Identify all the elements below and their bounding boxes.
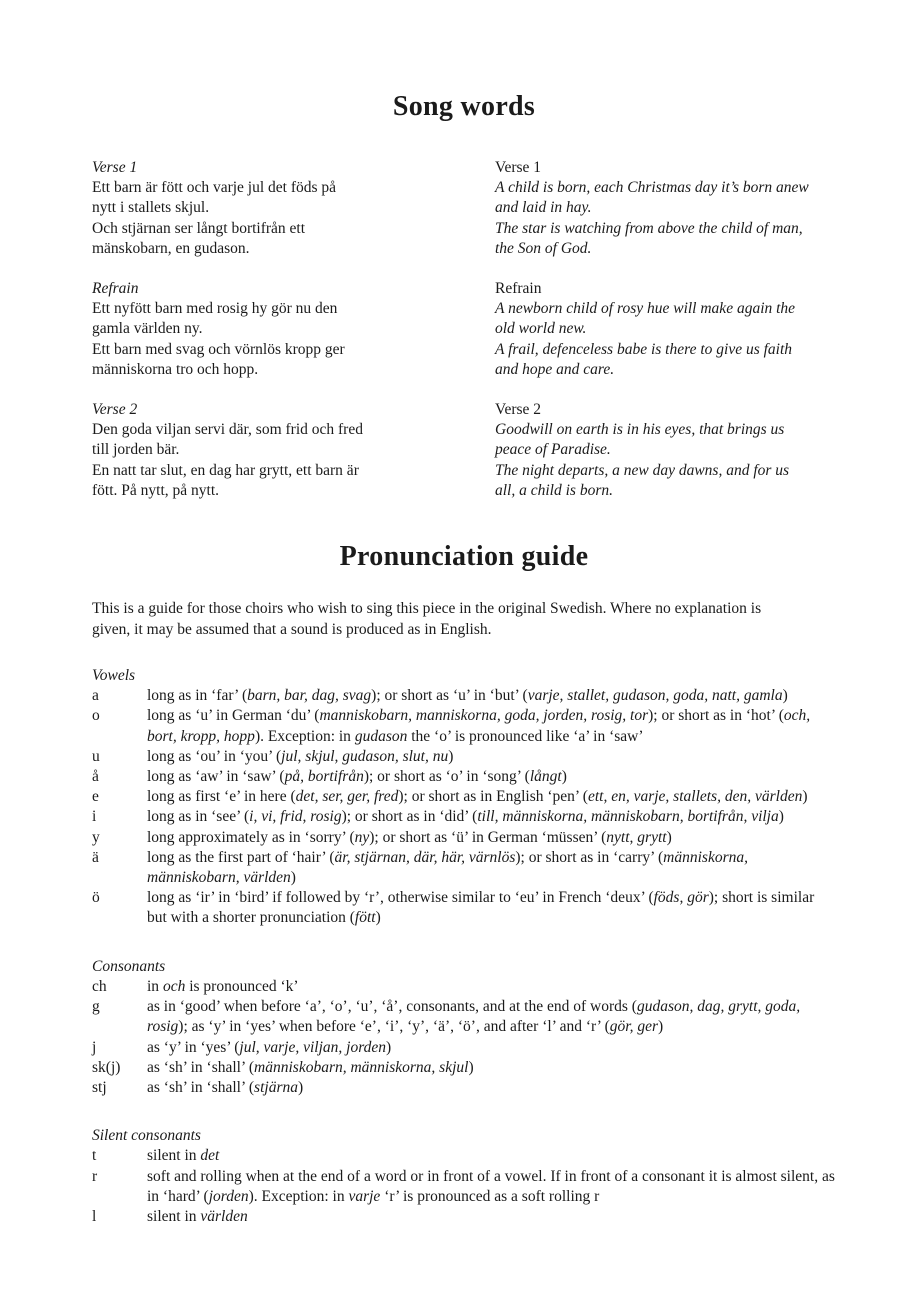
- guide-section: [92, 666, 836, 929]
- stanza-label: Verse 2: [92, 401, 138, 419]
- entry-definition: long as first ‘e’ in here (det, ser, ger, fred); or short as in English ‘pen’ (ett, en, varje, stallets, den, världen): [147, 788, 808, 806]
- entry-term: u: [92, 747, 100, 765]
- entry-definition: silent in det: [147, 1147, 220, 1165]
- guide-intro: This is a guide for those choirs who wish to sing this piece in the original Swedish. Where no explanation is given, it may be assumed that a sound is produced as in English.: [92, 600, 762, 639]
- pronunciation-entry: [92, 888, 836, 928]
- stanza: [92, 158, 495, 259]
- song-column-english: [495, 158, 836, 501]
- entry-definition: as ‘y’ in ‘yes’ (jul, varje, viljan, jorden): [147, 1038, 392, 1056]
- song-words-section: [92, 158, 836, 501]
- verse-line: all, a child is born.: [495, 481, 613, 499]
- entry-term: o: [92, 707, 100, 725]
- verse-line: the Son of God.: [495, 239, 592, 257]
- stanza-label: Verse 1: [495, 159, 542, 176]
- verse-line: gamla världen ny.: [92, 320, 203, 338]
- pronunciation-entry: [92, 686, 836, 706]
- entry-definition: long as the first part of ‘hair’ (är, stjärnan, där, här, värnlös); or short as in ‘carry’ (människorna, människobarn, världen): [147, 848, 748, 887]
- verse-line: The star is watching from above the child of man,: [495, 219, 803, 237]
- entry-definition: in och is pronounced ‘k’: [147, 977, 299, 995]
- entry-term: i: [92, 808, 97, 826]
- entry-definition: long as ‘ir’ in ‘bird’ if followed by ‘r’, otherwise similar to ‘eu’ in French ‘deux’ (föds, gör); short is similar but with a shorter pronunciation (fött): [147, 889, 815, 927]
- entry-definition: long as in ‘see’ (i, vi, frid, rosig); or short as in ‘did’ (till, människorna, människobarn, bortifrån, vilja): [147, 808, 784, 826]
- entry-definition: long as in ‘far’ (barn, bar, dag, svag); or short as ‘u’ in ‘but’ (varje, stallet, gudason, goda, natt, gamla): [147, 687, 788, 705]
- entry-term: ä: [92, 848, 99, 866]
- guide-section-heading: Vowels: [92, 667, 136, 685]
- verse-line: and laid in hay.: [495, 199, 592, 217]
- entry-definition: long as ‘aw’ in ‘saw’ (på, bortifrån); or short as ‘o’ in ‘song’ (långt): [147, 768, 567, 786]
- verse-line: mänskobarn, en gudason.: [92, 239, 250, 257]
- entry-term: j: [92, 1038, 97, 1056]
- pronunciation-entry: [92, 1058, 836, 1078]
- pronunciation-entry: [92, 767, 836, 787]
- entry-definition: soft and rolling when at the end of a word or in front of a vowel. If in front of a consonant it is almost silent, as in ‘hard’ (jorden). Exception: in varje ‘r’ is pronounced as a soft rolling r: [147, 1167, 835, 1205]
- pronunciation-entry: [92, 706, 836, 746]
- verse-line: fött. På nytt, på nytt.: [92, 481, 220, 499]
- entry-term: y: [92, 828, 100, 846]
- verse-line: Den goda viljan servi där, som frid och fred: [92, 421, 363, 439]
- entry-definition: as in ‘good’ when before ‘a’, ‘o’, ‘u’, ‘å’, consonants, and at the end of words (gudason, dag, grytt, goda, rosig); as ‘y’ in ‘yes’ when before ‘e’, ‘i’, ‘y’, ‘ä’, ‘ö’, and after ‘l’ and ‘r’ (gör, ger): [147, 998, 801, 1036]
- verse-line: A newborn child of rosy hue will make again the: [495, 300, 796, 318]
- stanza-label: Refrain: [495, 280, 542, 298]
- stanza-label: Refrain: [92, 280, 139, 298]
- verse-line: peace of Paradise.: [495, 441, 611, 459]
- pronunciation-entry: [92, 997, 836, 1037]
- verse-line: A frail, defenceless babe is there to give us faith: [495, 340, 793, 358]
- pronunciation-entry: [92, 807, 836, 827]
- entry-definition: as ‘sh’ in ‘shall’ (stjärna): [147, 1078, 304, 1096]
- guide-section-heading: Consonants: [92, 957, 166, 975]
- entry-term: e: [92, 788, 99, 806]
- verse-line: A child is born, each Christmas day it’s born anew: [495, 179, 809, 197]
- entry-term: ch: [92, 977, 107, 995]
- pronunciation-entry: [92, 828, 836, 848]
- entry-term: å: [92, 768, 99, 786]
- entry-term: ö: [92, 889, 100, 907]
- verse-line: Goodwill on earth is in his eyes, that brings us: [495, 421, 785, 439]
- guide-section-heading: Silent consonants: [92, 1127, 201, 1145]
- entry-definition: as ‘sh’ in ‘shall’ (människobarn, människorna, skjul): [147, 1058, 474, 1076]
- entry-term: l: [92, 1207, 97, 1225]
- verse-line: Ett barn med svag och vörnlös kropp ger: [92, 340, 345, 358]
- verse-line: old world new.: [495, 320, 587, 338]
- pronunciation-entry: [92, 1078, 836, 1098]
- entry-term: g: [92, 998, 100, 1016]
- pronunciation-entry: [92, 747, 836, 767]
- stanza: [92, 400, 495, 501]
- entry-definition: silent in världen: [147, 1207, 248, 1225]
- verse-line: The night departs, a new day dawns, and for us: [495, 461, 790, 479]
- stanza-label: Verse 2: [495, 401, 542, 419]
- verse-line: Ett nyfött barn med rosig hy gör nu den: [92, 300, 338, 318]
- pronunciation-entry: [92, 1167, 836, 1207]
- stanza: [495, 158, 836, 259]
- pronunciation-entry: [92, 1146, 836, 1166]
- stanza: [495, 400, 836, 501]
- verse-line: and hope and care.: [495, 360, 615, 378]
- entry-term: a: [92, 687, 99, 705]
- entry-term: t: [92, 1147, 97, 1165]
- entry-term: sk(j): [92, 1058, 121, 1076]
- entry-term: stj: [92, 1078, 107, 1096]
- entry-term: r: [92, 1167, 98, 1185]
- verse-line: till jorden bär.: [92, 441, 180, 459]
- stanza: [92, 279, 495, 380]
- stanza: [495, 279, 836, 380]
- pronunciation-entry: [92, 977, 836, 997]
- verse-line: nytt i stallets skjul.: [92, 199, 210, 217]
- pronunciation-entry: [92, 1207, 836, 1227]
- stanza-label: Verse 1: [92, 159, 138, 176]
- pronunciation-entry: [92, 848, 836, 888]
- entry-definition: long as ‘u’ in German ‘du’ (manniskobarn, manniskorna, goda, jorden, rosig, tor); or short as in ‘hot’ (och, bort, kropp, hopp). Exception: in gudason the ‘o’ is pronounced like ‘a’ in ‘saw’: [147, 707, 811, 745]
- song-column-swedish: [92, 158, 495, 501]
- verse-line: Och stjärnan ser långt bortifrån ett: [92, 219, 306, 237]
- verse-line: Ett barn är fött och varje jul det föds på: [92, 179, 337, 197]
- entry-definition: long approximately as in ‘sorry’ (ny); or short as ‘ü’ in German ‘müssen’ (nytt, grytt): [147, 828, 672, 846]
- pronunciation-entry: [92, 787, 836, 807]
- verse-line: människorna tro och hopp.: [92, 360, 259, 378]
- pronunciation-entry: [92, 1038, 836, 1058]
- guide-sections: [92, 666, 836, 1227]
- pronunciation-guide-title: Pronunciation guide: [339, 541, 589, 573]
- entry-definition: long as ‘ou’ in ‘you’ (jul, skjul, gudason, slut, nu): [147, 747, 454, 765]
- verse-line: En natt tar slut, en dag har grytt, ett barn är: [92, 461, 359, 479]
- guide-section: [92, 957, 836, 1098]
- song-words-title: Song words: [392, 91, 536, 122]
- guide-section: [92, 1126, 836, 1227]
